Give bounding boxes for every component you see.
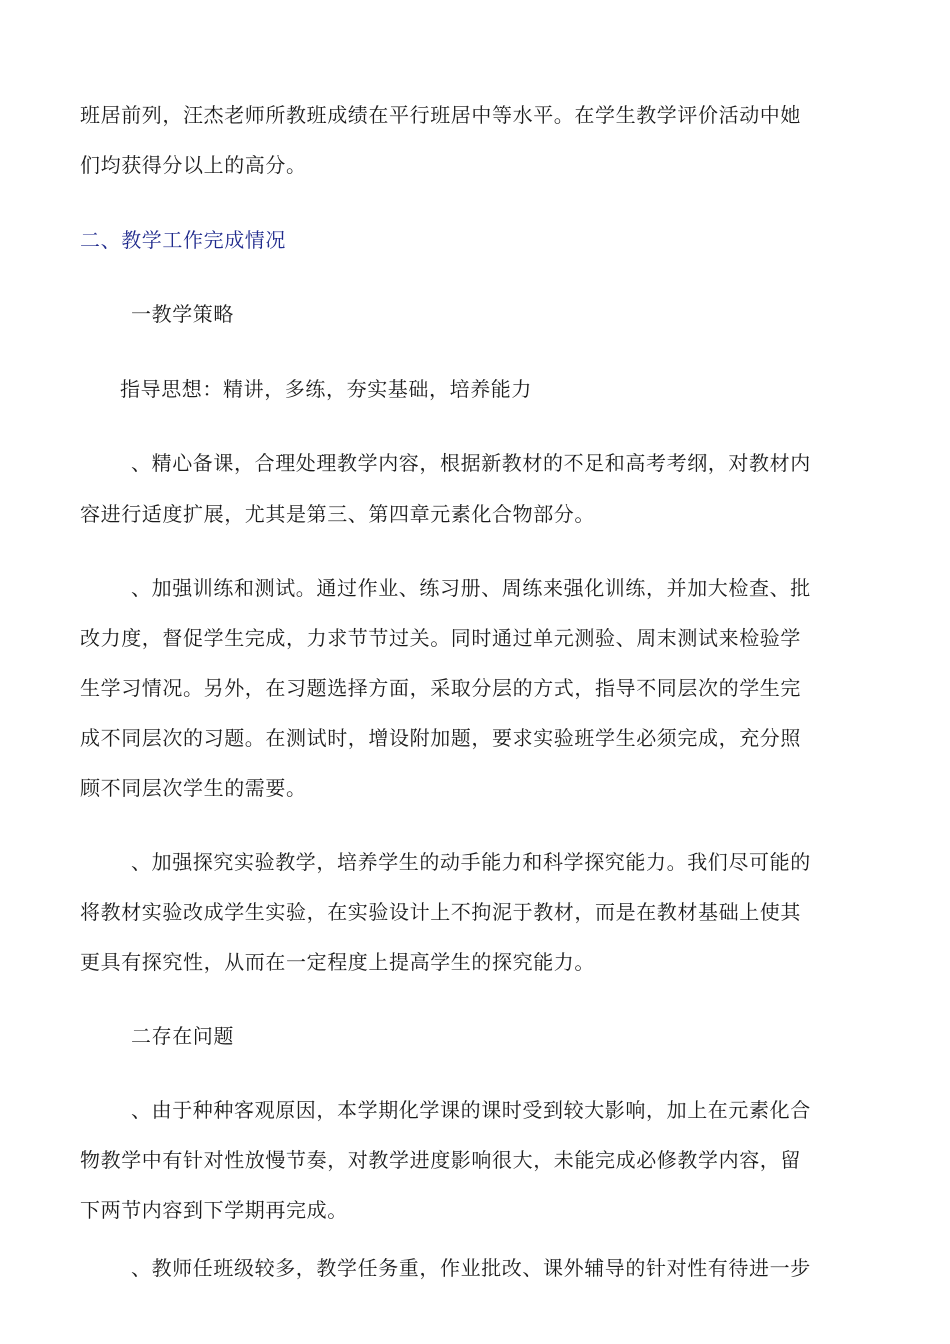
paragraph-line: 、加强探究实验教学，培养学生的动手能力和科学探究能力。我们尽可能的	[131, 850, 811, 874]
paragraph-line: 将教材实验改成学生实验，在实验设计上不拘泥于教材，而是在教材基础上使其	[80, 900, 801, 924]
paragraph-line: 下两节内容到下学期再完成。	[80, 1198, 348, 1222]
paragraph-line: 们均获得分以上的高分。	[80, 153, 307, 177]
paragraph-line: 改力度，督促学生完成，力求节节过关。同时通过单元测验、周末测试来检验学	[80, 626, 801, 650]
paragraph-line: 更具有探究性，从而在一定程度上提高学生的探究能力。	[80, 950, 595, 974]
paragraph-line: 、由于种种客观原因，本学期化学课的课时受到较大影响，加上在元素化合	[131, 1098, 811, 1122]
subsection-heading: 二存在问题	[131, 1024, 234, 1048]
paragraph-line: 顾不同层次学生的需要。	[80, 776, 307, 800]
paragraph-line: 、精心备课，合理处理教学内容，根据新教材的不足和高考考纲，对教材内	[131, 451, 811, 475]
paragraph-line: 班居前列，汪杰老师所教班成绩在平行班居中等水平。在学生教学评价活动中她	[80, 103, 801, 127]
paragraph-line: 、加强训练和测试。通过作业、练习册、周练来强化训练，并加大检查、批	[131, 576, 811, 600]
paragraph-line: 物教学中有针对性放慢节奏，对教学进度影响很大，未能完成必修教学内容，留	[80, 1148, 801, 1172]
paragraph-line: 成不同层次的习题。在测试时，增设附加题，要求实验班学生必须完成，充分照	[80, 726, 801, 750]
guiding-principle: 指导思想：精讲，多练，夯实基础，培养能力	[120, 377, 532, 401]
subsection-heading: 一教学策略	[131, 302, 234, 326]
paragraph-line: 生学习情况。另外，在习题选择方面，采取分层的方式，指导不同层次的学生完	[80, 676, 801, 700]
paragraph-line: 、教师任班级较多，教学任务重，作业批改、课外辅导的针对性有待进一步	[131, 1256, 811, 1280]
paragraph-line: 容进行适度扩展，尤其是第三、第四章元素化合物部分。	[80, 502, 595, 526]
section-heading: 二、教学工作完成情况	[80, 228, 286, 252]
